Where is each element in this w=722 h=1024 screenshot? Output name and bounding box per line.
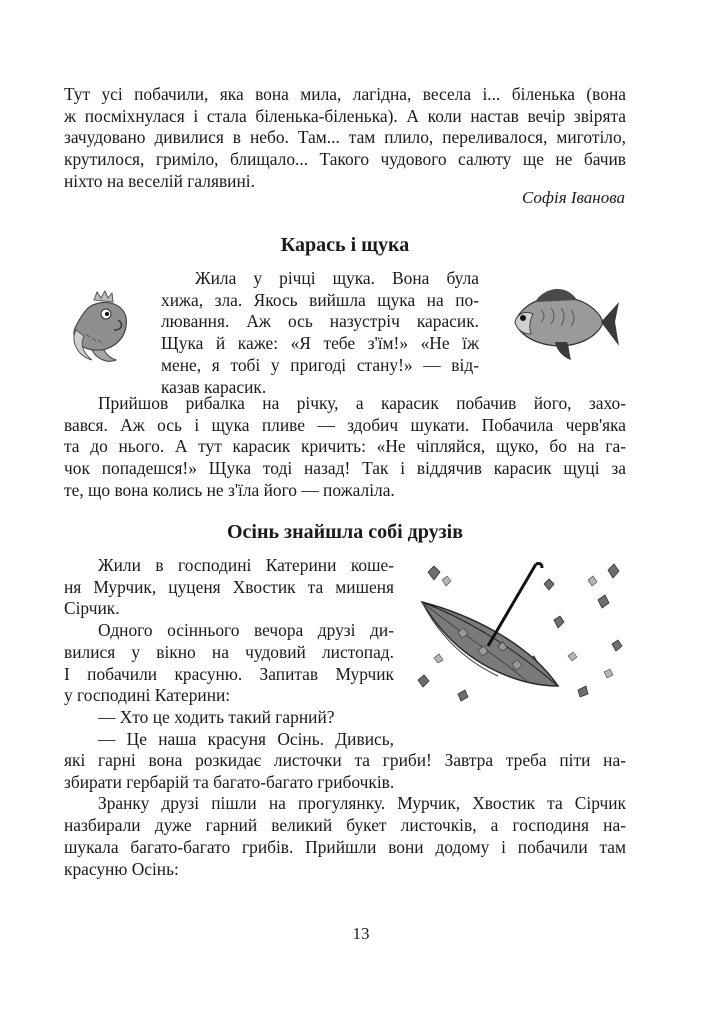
umbrella-autumn-leaves-illustration — [408, 560, 628, 710]
text-line: те, що вона колись не з'їла його — пожаліла. — [64, 479, 395, 500]
text-line: зачудовано дивилися в небо. Там... там плило, переливалося, миготіло, — [64, 127, 626, 148]
text-line: — Це наша красуня Осінь. Дивись, — [98, 728, 394, 749]
story-title-osin: Осінь знайшла собі друзів — [226, 521, 464, 543]
text-line: Зранку друзі пішли на прогулянку. Мурчик, Хвостик та Сірчик — [98, 793, 626, 814]
pike-with-crown-illustration — [66, 290, 138, 366]
text-line: Жила у річці щука. Вона була — [195, 268, 479, 288]
text-line: чок попадешся!» Щука тоді назад! Так і віддячив карасик щуці за — [64, 458, 626, 479]
page-number: 13 — [352, 924, 370, 943]
text-line: хижа, зла. Якось вийшла щука на по- — [161, 289, 479, 310]
text-line: Щука й каже: «Я тебе з'їм!» «Не їж — [161, 333, 479, 354]
text-line: І побачили красуню. Запитав Мурчик — [64, 663, 394, 684]
text-line: ня Мурчик, цуценя Хвостик та мишеня — [64, 576, 394, 597]
story2-full-paragraph — [64, 750, 626, 880]
text-line: вилися у вікно на чудовий листопад. — [64, 641, 394, 662]
story1-wrapped-paragraph — [161, 268, 479, 398]
text-line: Прийшов рибалка на річку, а карасик побачив його, захо- — [98, 393, 626, 413]
text-line: лювання. Аж ось назустріч карасик. — [161, 311, 479, 332]
text-line: крутилося, гриміло, блищало... Такого чудового салюту ще не бачив — [64, 149, 626, 170]
text-line: казав карасик. — [161, 376, 267, 397]
story1-full-paragraph — [64, 393, 626, 502]
text-line: — Хто це ходить такий гарний? — [98, 706, 335, 727]
crucian-carp-illustration — [505, 280, 620, 362]
text-line: назбирали дуже гарний великий букет листочків, а господиня на- — [64, 815, 626, 836]
author-signature: Софія Іванова — [521, 188, 625, 207]
story-title-karas: Карась і щука — [280, 234, 410, 256]
text-line: вався. Аж ось і щука пливе — здобич шукати. Побачила черв'яка — [64, 414, 626, 435]
text-line: та до нього. А тут карасик кричить: «Не чіпляйся, щуко, бо на га- — [64, 436, 626, 457]
text-line: у господині Катерини: — [64, 685, 231, 706]
text-line: Одного осіннього вечора друзі ди- — [98, 620, 394, 641]
text-line: Тут усі побачили, яка вона мила, лагідна, весела і... біленька (вона — [64, 84, 626, 104]
text-line: Сірчик. — [64, 598, 120, 619]
text-line: красуню Осінь: — [64, 858, 179, 879]
intro-paragraph — [64, 84, 626, 193]
text-line: ніхто на веселій галявині. — [64, 170, 255, 191]
text-line: мене, я тобі у пригоді стану!» — від- — [161, 354, 479, 375]
text-line: Жили в господині Катерини коше- — [98, 555, 394, 575]
text-line: шукала багато-багато грибів. Прийшли вони додому і побачили там — [64, 836, 626, 857]
story2-wrapped-paragraph — [64, 555, 394, 750]
text-line: збирати гербарій та багато-багато грибочків. — [64, 771, 395, 792]
text-line: які гарні вона розкидає листочки та гриби! Завтра треба піти на- — [64, 750, 626, 770]
text-line: ж посміхнулася і стала біленька-біленька). А коли настав вечір звірята — [64, 105, 626, 126]
